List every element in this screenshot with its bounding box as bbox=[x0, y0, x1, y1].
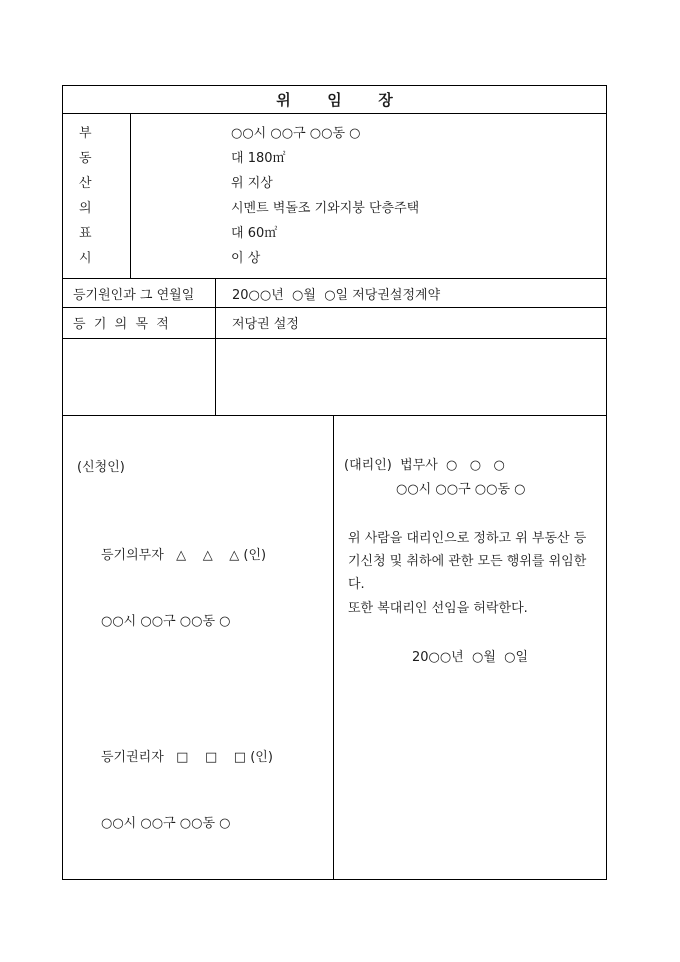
property-line: 대 180㎡ bbox=[231, 150, 286, 166]
applicant-heading: (신청인) bbox=[77, 459, 125, 475]
document-title: 위 임 장 bbox=[63, 86, 606, 114]
registration-cause-row bbox=[63, 279, 606, 308]
property-line: ○○시 ○○구 ○○동 ○ bbox=[231, 125, 361, 141]
delegation-statement: 위 사람을 대리인으로 정하고 위 부동산 등기신청 및 취하에 관한 모든 행위를 위임한다. bbox=[348, 530, 587, 592]
property-label-char: 부 bbox=[79, 125, 92, 141]
property-label-char: 산 bbox=[79, 175, 92, 191]
rights-holder-name-line: 등기권리자 □ □ □ (인) bbox=[101, 749, 273, 765]
property-line: 위 지상 bbox=[231, 175, 273, 191]
property-label-char: 표 bbox=[79, 225, 92, 241]
property-line: 이 상 bbox=[231, 250, 261, 266]
property-label-char: 의 bbox=[79, 200, 92, 216]
property-line: 시멘트 벽돌조 기와지붕 단층주택 bbox=[231, 200, 420, 216]
agent-heading: (대리인) 법무사 ○ ○ ○ bbox=[344, 457, 505, 473]
registration-cause-value: 20○○년 ○월 ○일 저당권설정계약 bbox=[232, 287, 441, 303]
registration-purpose-value: 저당권 설정 bbox=[232, 317, 299, 333]
property-line: 대 60㎡ bbox=[231, 225, 278, 241]
empty-row-value-cell bbox=[216, 339, 606, 415]
property-label-char: 시 bbox=[79, 250, 92, 266]
empty-row bbox=[63, 339, 606, 416]
power-of-attorney-form bbox=[62, 85, 607, 880]
rights-holder-block bbox=[101, 703, 325, 879]
document-date: 20○○년 ○월 ○일 bbox=[411, 649, 529, 665]
obligor-name-line: 등기의무자 △ △ △ (인) bbox=[101, 547, 267, 563]
obligor-block bbox=[101, 501, 325, 677]
sub-agent-statement: 또한 복대리인 선임을 허락한다. bbox=[348, 600, 528, 616]
signature-section bbox=[63, 416, 606, 879]
empty-row-label-cell bbox=[63, 339, 216, 415]
property-label-char: 동 bbox=[79, 150, 92, 166]
agent-address: ○○시 ○○구 ○○동 ○ bbox=[396, 481, 526, 497]
applicant-cell bbox=[63, 416, 334, 879]
obligor-address: ○○시 ○○구 ○○동 ○ bbox=[101, 613, 231, 629]
property-content-column bbox=[131, 114, 606, 279]
registration-purpose-label: 등 기 의 목 적 bbox=[63, 308, 216, 338]
registration-cause-label: 등기원인과 그 연월일 bbox=[63, 279, 216, 307]
property-label-column bbox=[63, 114, 131, 279]
registration-purpose-row bbox=[63, 308, 606, 339]
agent-cell bbox=[334, 416, 606, 879]
property-description-section bbox=[63, 114, 606, 280]
rights-holder-address: ○○시 ○○구 ○○동 ○ bbox=[101, 815, 231, 831]
